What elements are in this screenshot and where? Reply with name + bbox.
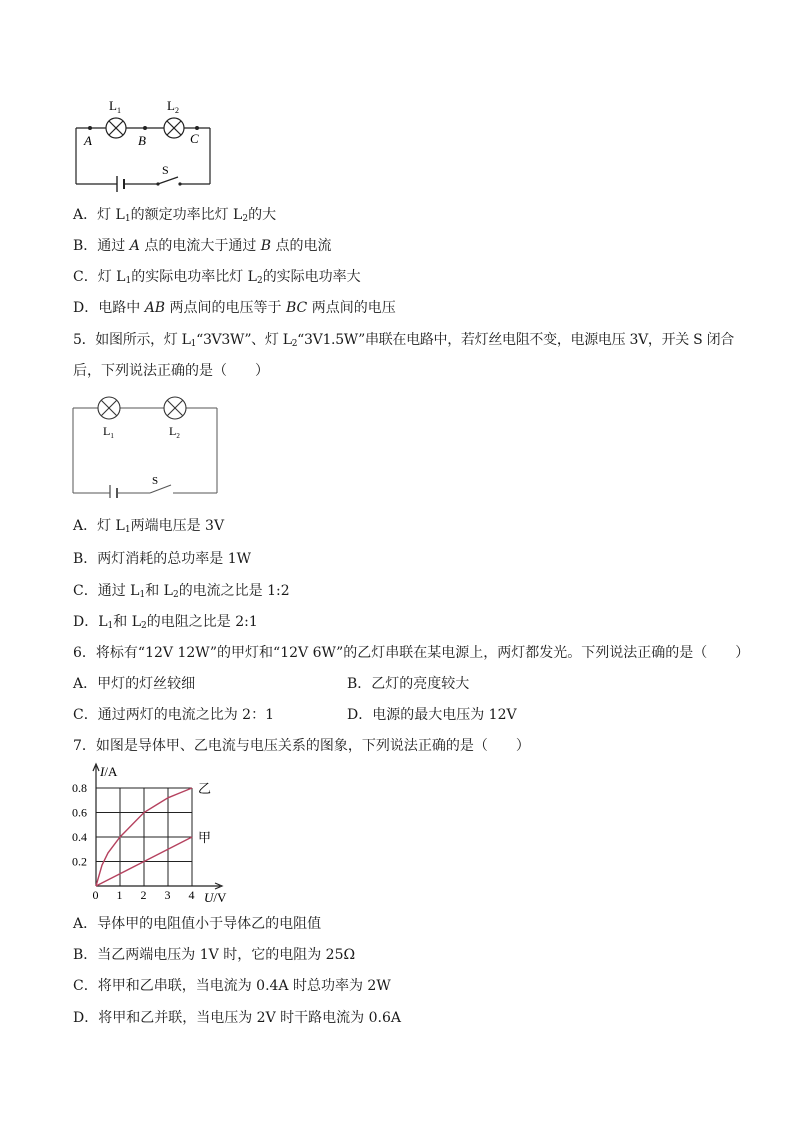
lamp-l1-icon	[98, 397, 120, 419]
y-tick-label: 0.8	[72, 781, 87, 795]
label-l2: $L_2$	[169, 424, 180, 440]
lamp-l2-icon	[164, 397, 186, 419]
y-tick-label: 0.6	[72, 805, 87, 820]
lamp-l1-icon	[106, 118, 126, 138]
q6-option-b[interactable]: B．乙灯的亮度较大	[347, 676, 470, 692]
q5-option-c[interactable]: C．通过 $L_1$和 $L_2$的电流之比是 1:2	[73, 583, 290, 600]
q5-stem-line2: 后，下列说法正确的是（ ）	[73, 363, 269, 379]
series-label: 甲	[198, 830, 212, 845]
q4-option-d[interactable]: D．电路中 AB 两点间的电压等于 BC 两点间的电压	[73, 300, 396, 316]
q4-option-b[interactable]: B．通过 A 点的电流大于通过 B 点的电流	[73, 238, 332, 254]
x-tick-label: 0	[92, 888, 99, 902]
label-l1: $L_1$	[103, 424, 114, 440]
iu-graph	[70, 760, 240, 910]
circuit-figure-q5	[65, 393, 225, 498]
chart-grid	[96, 788, 192, 886]
q7-option-b[interactable]: B．当乙两端电压为 1V 时，它的电阻为 25Ω	[73, 947, 356, 963]
y-tick-label: 0.2	[72, 854, 87, 869]
q7-option-d[interactable]: D．将甲和乙并联，当电压为 2V 时干路电流为 0.6A	[73, 1010, 401, 1026]
q5-stem-line1: 5．如图所示，灯 $L_1“3V3W$”、灯 $L_2“3V1.5W$”串联在电路中，若灯丝电阻不变，电源电压 3V，开关 S 闭合	[73, 332, 734, 349]
q6-option-d[interactable]: D．电源的最大电压为 12V	[347, 707, 517, 723]
label-l1: $L_1$	[109, 98, 121, 115]
y-tick-label: 0.4	[72, 830, 87, 844]
label-b: B	[138, 133, 146, 148]
label-l2: $L_2$	[167, 98, 179, 115]
x-tick-label: 3	[164, 888, 171, 902]
circuit-figure-q4	[60, 90, 230, 195]
x-tick-label: 1	[116, 888, 123, 902]
x-axis-label: U/V	[204, 890, 227, 905]
label-c: C	[190, 131, 199, 146]
q6-stem: 6．将标有“12V 12W”的甲灯和“12V 6W”的乙灯串联在某电源上，两灯都发光。下列说法正确的是（ ）	[73, 645, 750, 661]
q7-stem: 7．如图是导体甲、乙电流与电压关系的图象，下列说法正确的是（ ）	[73, 738, 530, 754]
x-tick-label: 4	[188, 888, 195, 902]
q4-option-c[interactable]: C．灯 $L_1$的实际电功率比灯 $L_2$的实际电功率大	[73, 269, 361, 286]
lamp-l2-icon	[164, 118, 184, 138]
x-tick-label: 2	[140, 888, 147, 902]
label-s: S	[152, 475, 159, 487]
label-a: A	[84, 133, 92, 148]
q6-option-a[interactable]: A．甲灯的灯丝较细	[73, 676, 196, 692]
q5-option-a[interactable]: A．灯 $L_1$两端电压是 3V	[73, 518, 225, 535]
q6-option-c[interactable]: C．通过两灯的电流之比为 2：1	[73, 707, 274, 723]
q4-option-a[interactable]: A．灯 $L_1$的额定功率比灯 $L_2$的大	[73, 207, 277, 224]
series-label: 乙	[198, 781, 212, 796]
label-s: S	[162, 163, 169, 177]
q7-option-c[interactable]: C．将甲和乙串联，当电流为 0.4A 时总功率为 2W	[73, 978, 391, 994]
q5-option-d[interactable]: D．$L_1$和 $L_2$的电阻之比是 2:1	[73, 614, 258, 631]
y-axis-label: I/A	[100, 764, 118, 779]
q5-option-b[interactable]: B．两灯消耗的总功率是 1W	[73, 551, 252, 567]
q7-option-a[interactable]: A．导体甲的电阻值小于导体乙的电阻值	[73, 916, 322, 932]
